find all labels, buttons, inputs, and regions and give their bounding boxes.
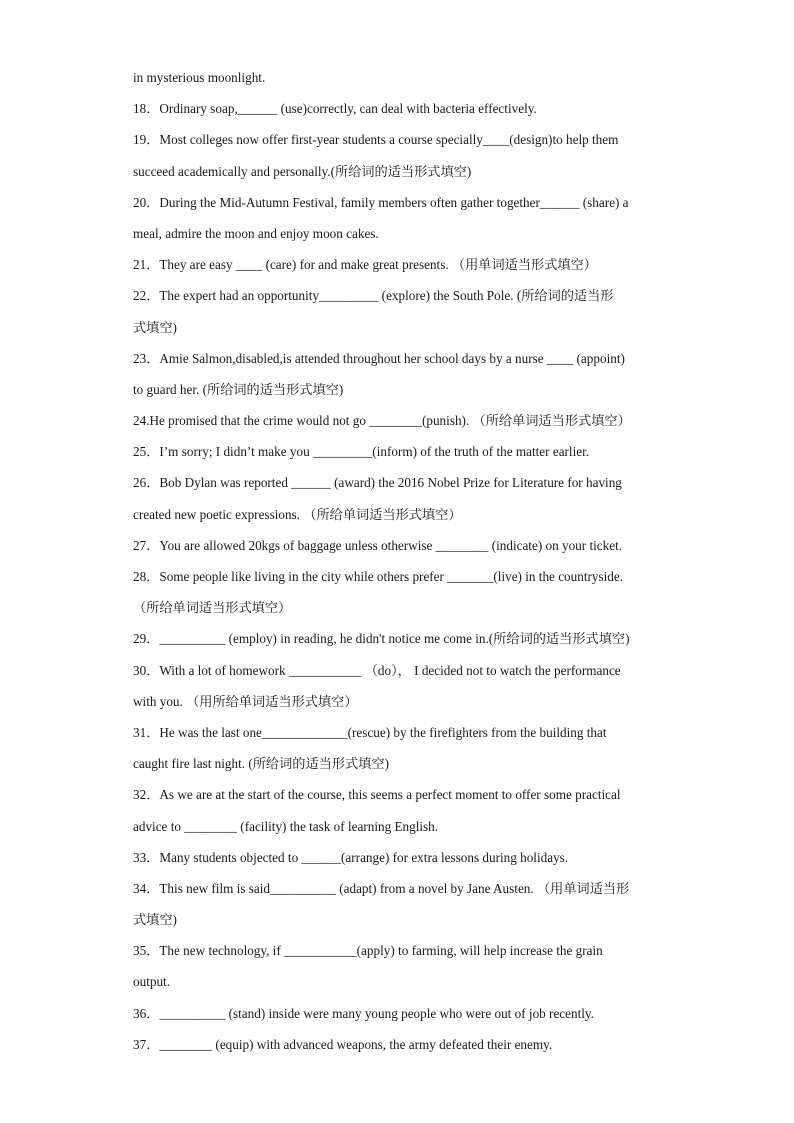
text-line: output. [133,974,170,990]
question-24: 24.He promised that the crime would not go ________(punish). （所给单词适当形式填空） [133,413,631,429]
text-line: with you. （用所给单词适当形式填空） [133,693,358,709]
question-29: 29．__________ (employ) in reading, he didn't notice me come in.(所给词的适当形式填空) [133,631,630,647]
question-31: 31．He was the last one_____________(rescue) by the firefighters from the building that [133,724,607,740]
question-19: 19．Most colleges now offer first-year students a course specially____(design)to help them [133,132,619,148]
text-line: meal, admire the moon and enjoy moon cakes. [133,225,379,241]
question-36: 36．__________ (stand) inside were many young people who were out of job recently. [133,1005,594,1021]
question-20: 20．During the Mid-Autumn Festival, family members often gather together______ (share) a [133,194,629,210]
exercise-text [133,62,663,1060]
question-23: 23．Amie Salmon,disabled,is attended throughout her school days by a nurse ____ (appoint) [133,350,625,366]
question-33: 33．Many students objected to ______(arrange) for extra lessons during holidays. [133,849,569,865]
question-37: 37．________ (equip) with advanced weapons, the army defeated their enemy. [133,1036,553,1052]
question-21: 21．They are easy ____ (care) for and make great presents. （用单词适当形式填空） [133,257,597,273]
text-line: created new poetic expressions. （所给单词适当形式填空） [133,506,462,522]
question-27: 27．You are allowed 20kgs of baggage unless otherwise ________ (indicate) on your ticket. [133,537,623,553]
question-32: 32．As we are at the start of the course, this seems a perfect moment to offer some practical [133,787,621,803]
question-28: 28．Some people like living in the city while others prefer _______(live) in the countryside. [133,569,624,584]
question-22: 22．The expert had an opportunity_________ (explore) the South Pole. (所给词的适当形 [133,288,614,304]
question-18: 18．Ordinary soap,______ (use)correctly, can deal with bacteria effectively. [133,101,537,117]
text-line: 式填空) [133,912,177,928]
question-30: 30．With a lot of homework ___________ （do）， I decided not to watch the performance [133,662,621,678]
question-25: 25．I’m sorry; I didn’t make you _________(inform) of the truth of the matter earlier. [133,444,590,460]
question-35: 35．The new technology, if ___________(apply) to farming, will help increase the grain [133,943,603,959]
text-line: succeed academically and personally.(所给词的适当形式填空) [133,163,472,179]
text-line: advice to ________ (facility) the task of learning English. [133,818,439,834]
text-line: （所给单词适当形式填空） [133,600,292,616]
text-line: to guard her. (所给词的适当形式填空) [133,381,344,397]
text-line: in mysterious moonlight. [133,70,266,85]
question-26: 26．Bob Dylan was reported ______ (award) the 2016 Nobel Prize for Literature for having [133,475,622,491]
question-34: 34．This new film is said__________ (adapt) from a novel by Jane Austen. （用单词适当形 [133,880,630,896]
text-line: caught fire last night. (所给词的适当形式填空) [133,756,390,772]
text-line: 式填空) [133,319,177,335]
